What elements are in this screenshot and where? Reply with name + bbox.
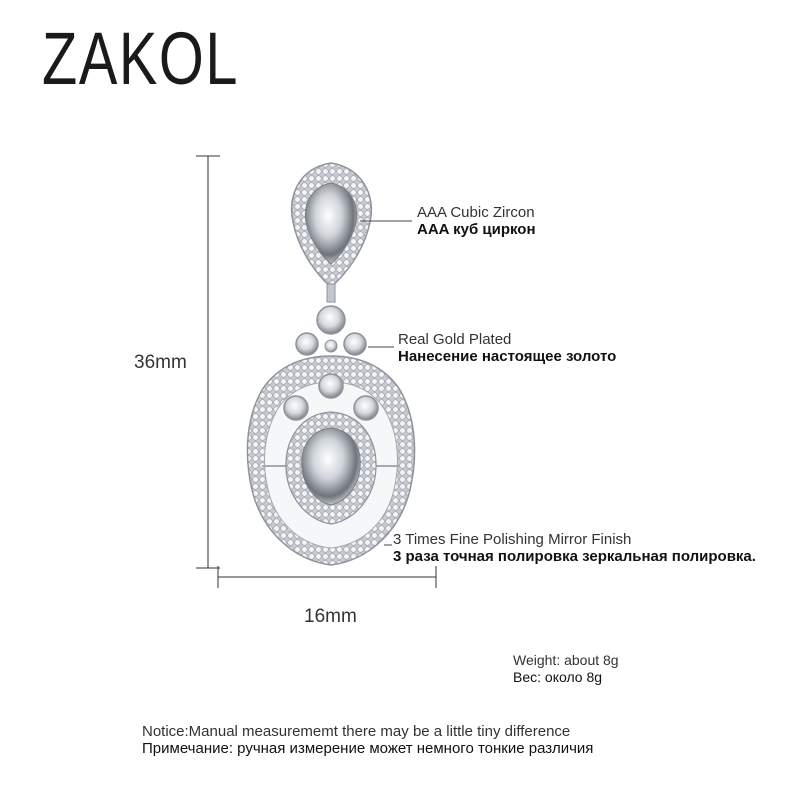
annotation-polish	[393, 531, 756, 565]
annotation-polish-ru: 3 раза точная полировка зеркальная полировка.	[393, 548, 756, 565]
weight-info	[513, 652, 619, 686]
weight-en: Weight: about 8g	[513, 652, 619, 668]
brand-logo: ZAKOL	[42, 17, 240, 100]
annotation-zircon-ru: AAA куб циркон	[417, 221, 536, 238]
main-drop	[247, 356, 414, 565]
height-dimension-line	[196, 156, 220, 568]
annotation-plating	[398, 331, 616, 365]
notice	[142, 723, 593, 757]
annotation-zircon-en: AAA Cubic Zircon	[417, 204, 535, 221]
notice-ru: Примечание: ручная измерение может немного тонкие различия	[142, 740, 594, 757]
annotation-polish-en: 3 Times Fine Polishing Mirror Finish	[393, 531, 632, 548]
notice-en: Notice:Manual measurememt there may be a little tiny difference	[142, 723, 571, 740]
width-dimension-line	[218, 566, 436, 588]
width-label: 16mm	[304, 606, 357, 627]
height-label: 36mm	[134, 352, 187, 373]
top-stud	[292, 163, 372, 287]
weight-ru: Вес: около 8g	[513, 669, 603, 685]
annotation-plating-ru: Нанесение настоящее золото	[398, 348, 617, 365]
annotation-zircon	[417, 204, 536, 238]
annotation-plating-en: Real Gold Plated	[398, 331, 512, 348]
connector	[296, 284, 366, 355]
